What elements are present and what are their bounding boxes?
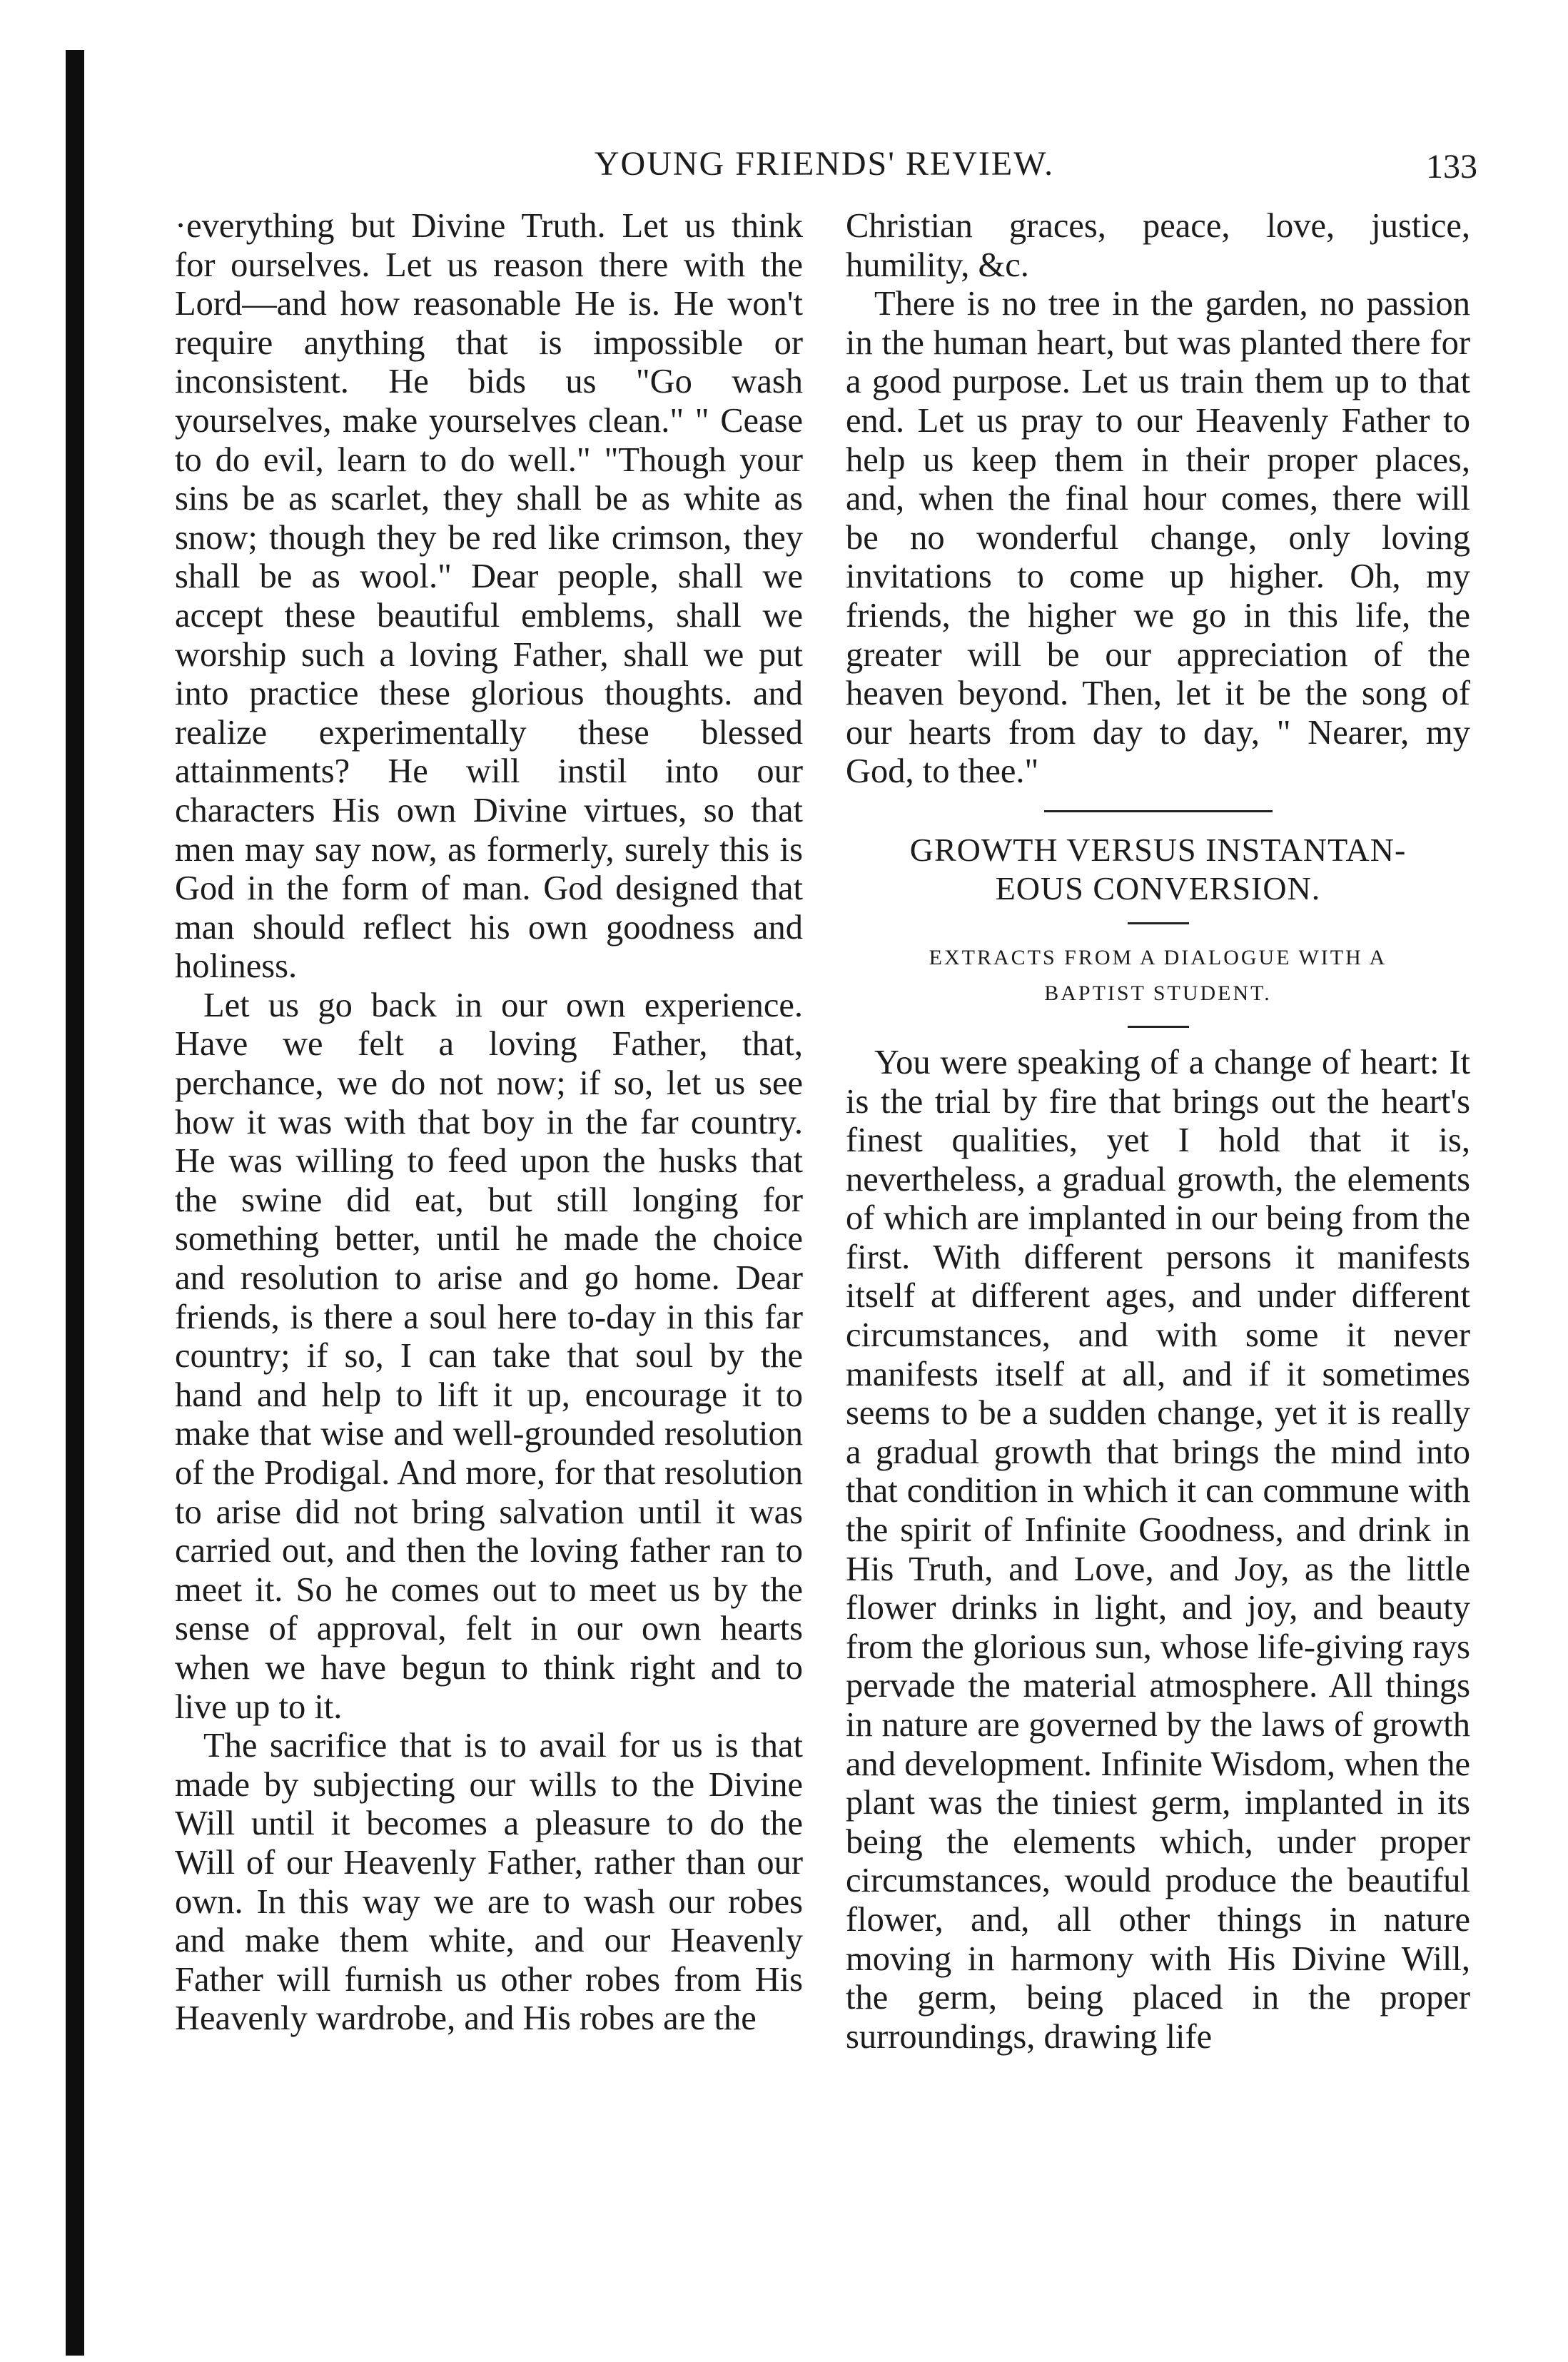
paragraph: You were speaking of a change of heart: It is the trial by fire that brings out the heart's finest qualities, yet I hold that it is, nevertheless, a gradual growth, the elements of which are implanted in our being from the first. With different persons it manifests itself at different ages, and under different circumstances, and with some it never manifests itself at all, and if it sometimes seems to be a sudden change, yet it is really a gradual growth that brings the mind into that condition in which it can commune with the spirit of Infinite Goodness, and drink in His Truth, and Love, and Joy, as the little flower drinks in light, and joy, and beauty from the glorious sun, whose life-giving rays pervade the material atmosphere. All things in nature are governed by the laws of growth and development. Infinite Wisdom, when the plant was the tiniest germ, implanted in its being the elements which, under proper circumstances, would produce the beautiful flower, and, all other things in nature moving in harmony with His Divine Will, the germ, being placed in the proper surroundings, drawing life (846, 1043, 1470, 2056)
subtitle-line: BAPTIST STUDENT. (1044, 981, 1272, 1005)
article-title-line: GROWTH VERSUS INSTANTAN- (909, 831, 1407, 868)
left-column (175, 207, 803, 2348)
running-title: YOUNG FRIENDS' REVIEW. (594, 145, 1055, 183)
page-header (171, 140, 1477, 197)
title-divider (1128, 922, 1189, 924)
paragraph: Christian graces, peace, love, justice, humility, &c. (846, 207, 1470, 284)
paragraph: There is no tree in the garden, no passion in the human heart, but was planted there for a good purpose. Let us train them up to that end. Let us pray to our Heavenly Father to help us keep them in their proper places, and, when the final hour comes, there will be no wonderful change, only loving invitations to come up higher. Oh, my friends, the higher we go in this life, the greater will be our appreciation of the heaven beyond. Then, let it be the song of our hearts from day to day, " Nearer, my God, to thee." (846, 285, 1470, 791)
subtitle-divider (1128, 1026, 1189, 1028)
article-subtitle (846, 940, 1470, 1011)
article-title-line: EOUS CONVERSION. (995, 869, 1321, 907)
paragraph: The sacrifice that is to avail for us is that made by subjecting our wills to the Divine Will until it becomes a pleasure to do the Will of our Heavenly Father, rather than our own. In this way we are to wash our robes and make them white, and our Heavenly Father will furnish us other robes from His Heavenly wardrobe, and His robes are the (175, 1727, 803, 2038)
section-divider (1044, 810, 1273, 812)
right-column (846, 207, 1470, 2348)
paragraph: ·everything but Divine Truth. Let us think for ourselves. Let us reason there with the Lord—and how reasonable He is. He won't require anything that is impossible or inconsistent. He bids us "Go wash yourselves, make yourselves clean." " Cease to do evil, learn to do well." "Though your sins be as scarlet, they shall be as white as snow; though they be red like crimson, they shall be as wool." Dear people, shall we accept these beautiful emblems, shall we worship such a loving Father, shall we put into practice these glorious thoughts. and realize experimentally these blessed attainments? He will instil into our characters His own Divine virtues, so that men may say now, as formerly, surely this is God in the form of man. God designed that man should reflect his own goodness and holiness. (175, 207, 803, 986)
page-number: 133 (1426, 148, 1477, 186)
page-binding-edge (66, 50, 84, 2356)
paragraph: Let us go back in our own experience. Have we felt a loving Father, that, perchance, we do not now; if so, let us see how it was with that boy in the far country. He was willing to feed upon the husks that the swine did eat, but still longing for something better, until he made the choice and resolution to arise and go home. Dear friends, is there a soul here to-day in this far country; if so, I can take that soul by the hand and help to lift it up, encourage it to make that wise and well-grounded resolution of the Prodigal. And more, for that resolution to arise did not bring salvation until it was carried out, and then the loving father ran to meet it. So he comes out to meet us by the sense of approval, felt in our own hearts when we have begun to think right and to live up to it. (175, 986, 803, 1726)
subtitle-line: EXTRACTS FROM A DIALOGUE WITH A (929, 945, 1387, 969)
article-title (846, 831, 1470, 908)
